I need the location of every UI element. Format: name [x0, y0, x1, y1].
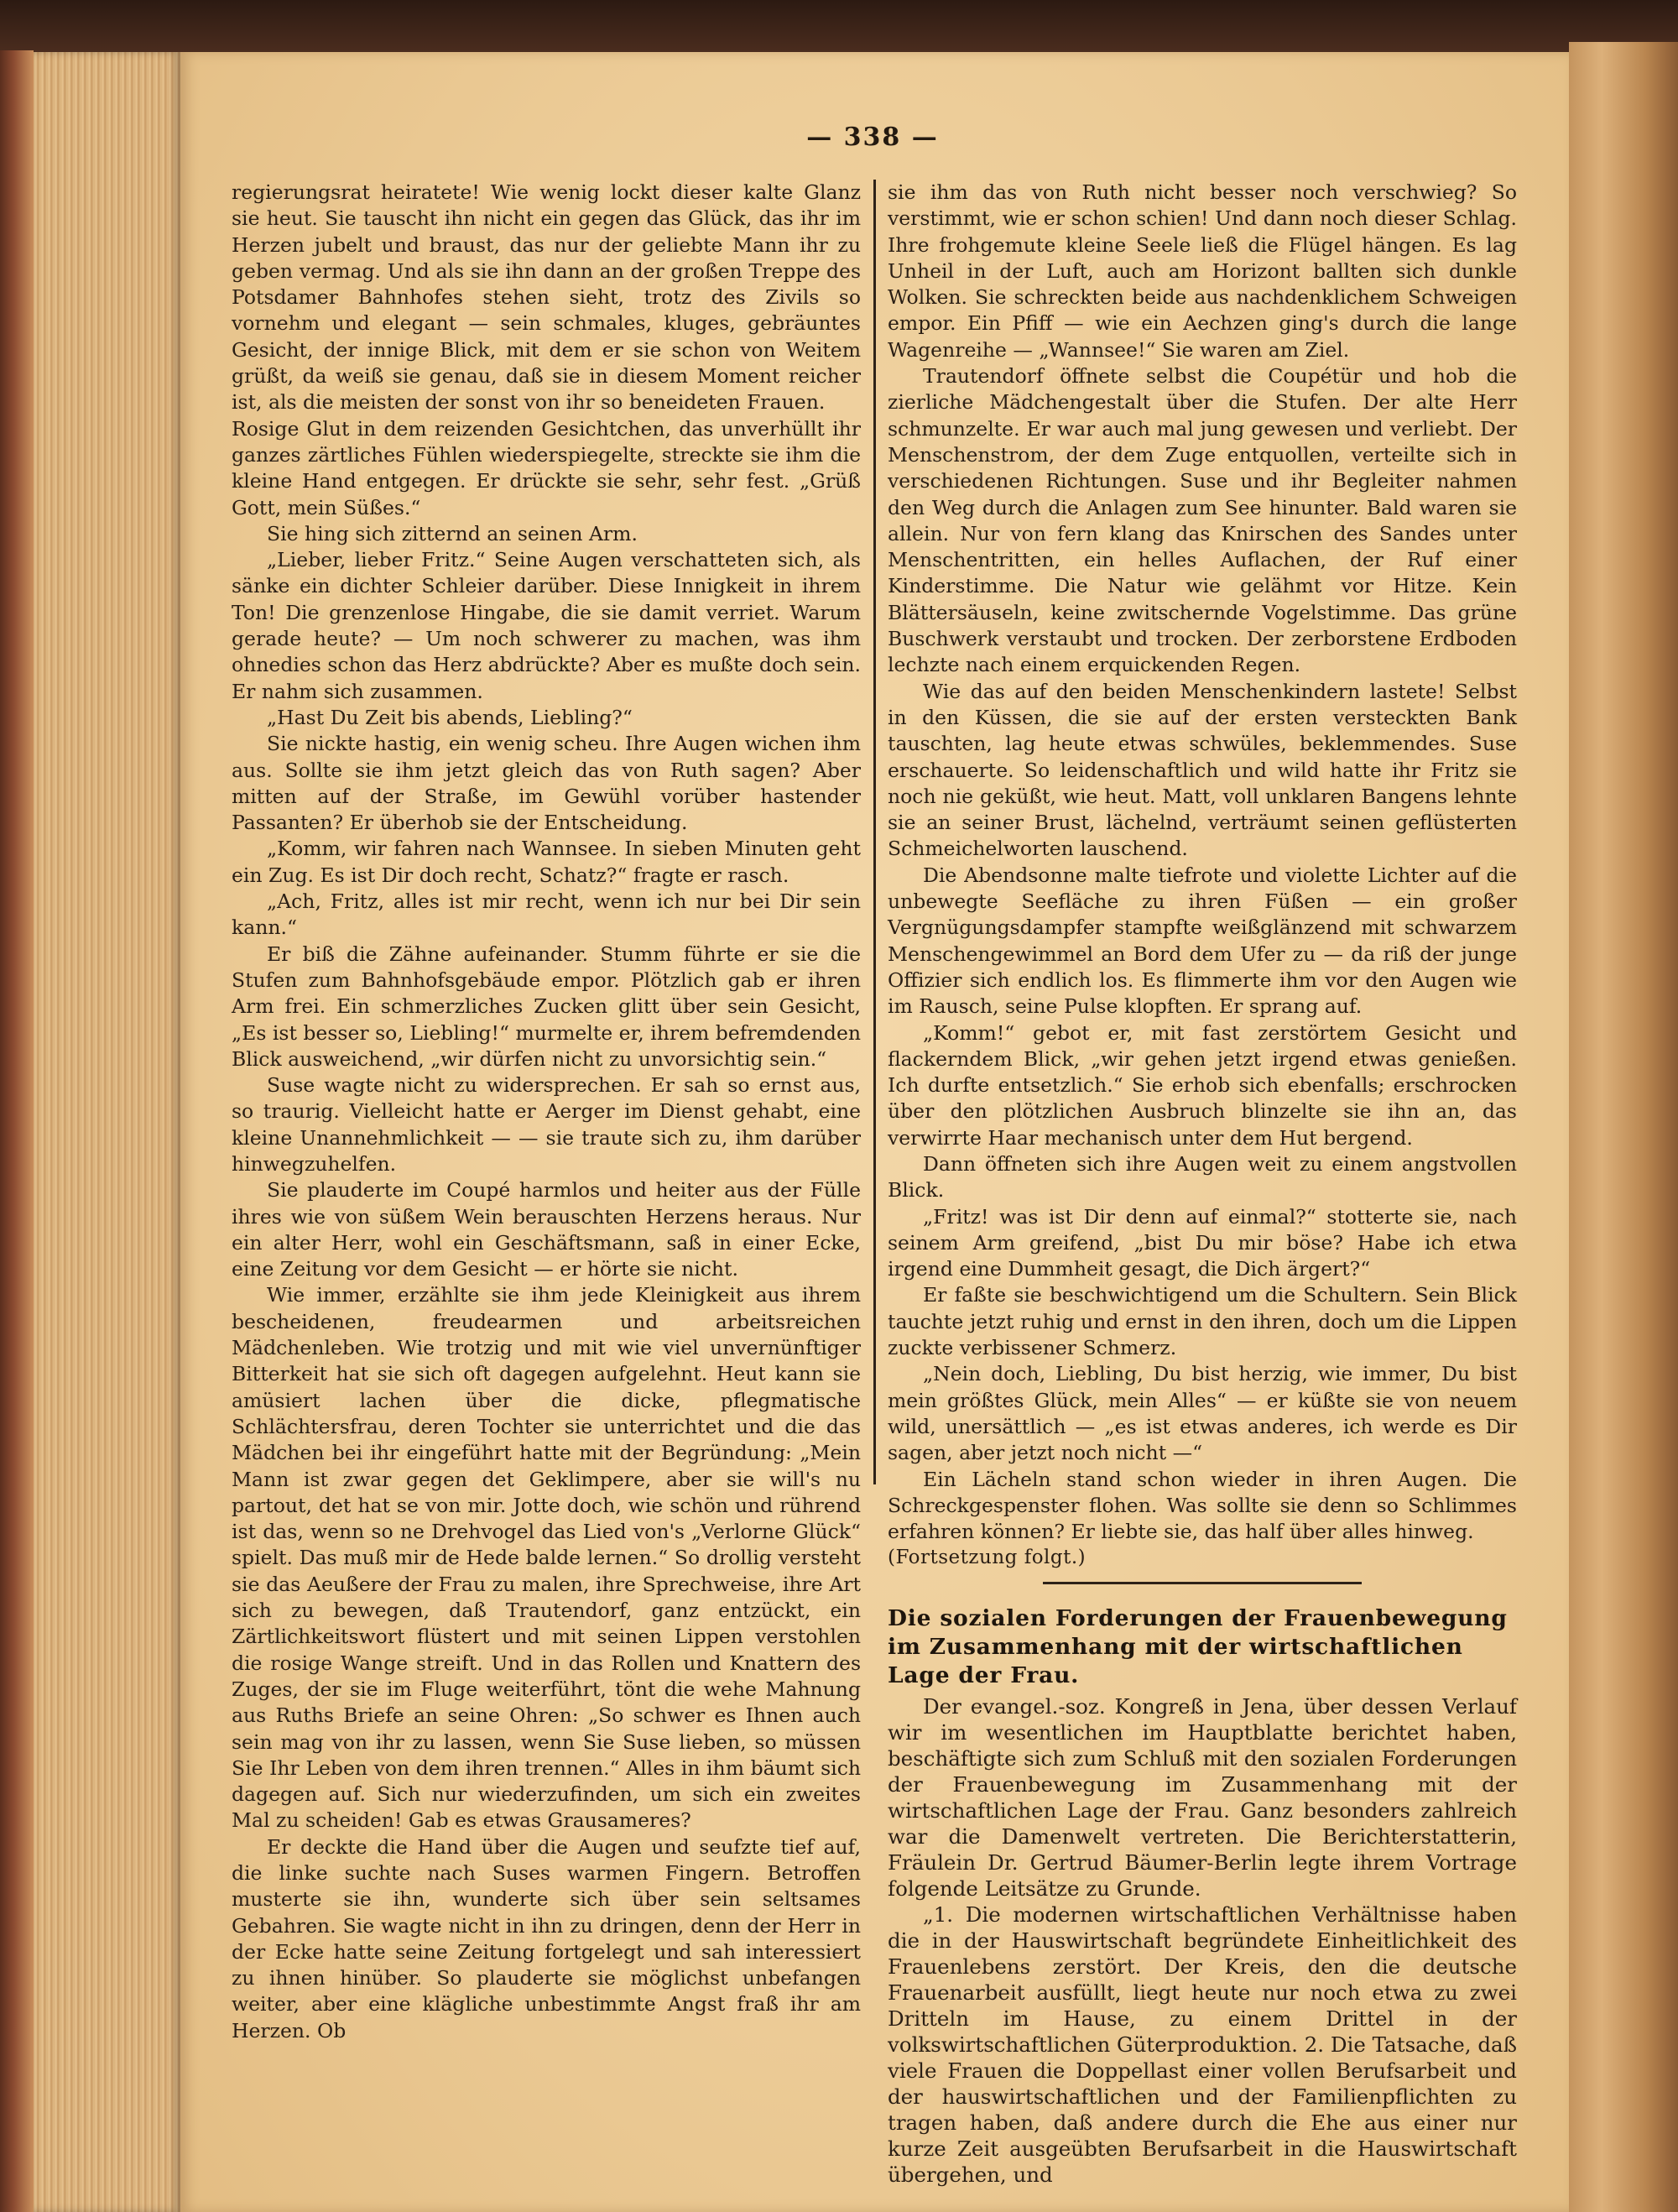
next-page-edge — [1569, 42, 1678, 2212]
paragraph: „Nein doch, Liebling, Du bist herzig, wie immer, Du bist mein größtes Glück, mein Alles“ — er küßte sie von neuem wild, unersättlich — „es ist etwas anderes, ich werde es Dir sagen, aber jetzt noch nicht —“ — [888, 1362, 1517, 1465]
continued-note: (Fortsetzung folgt.) — [888, 1547, 1087, 1569]
story-continuation — [888, 180, 1517, 1545]
left-column — [232, 180, 861, 2044]
paragraph: „Fritz! was ist Dir denn auf einmal?“ stotterte sie, nach seinem Arm greifend, „bist Du mir böse? Habe ich etwa irgend eine Dummheit gesagt, die Dich ärgert?“ — [888, 1204, 1517, 1281]
paragraph: Der evangel.-soz. Kongreß in Jena, über dessen Verlauf wir im wesentlichen im Hauptblatte berichtet haben, beschäftigte sich zum Schluß mit den sozialen Forderungen der Frauenbewegung im Zusammenhang mit der wirtschaftlichen Lage der Frau. Ganz besonders zahlreich war die Damenwelt vertreten. Die Berichterstatterin, Fräulein Dr. Gertrud Bäumer-Berlin legte ihrem Vortrage folgende Leitsätze zu Grunde. — [888, 1693, 1517, 1901]
page-stack-edge — [34, 52, 180, 2212]
article-body — [888, 1693, 1517, 2188]
paragraph: „Ach, Fritz, alles ist mir recht, wenn ich nur bei Dir sein kann.“ — [232, 889, 861, 940]
top-shadow — [0, 0, 1678, 52]
paragraph: Sie plauderte im Coupé harmlos und heiter aus der Fülle ihres wie von süßem Wein berauschten Herzens heraus. Nur ein alter Herr, wohl ein Geschäftsmann, saß in einer Ecke, eine Zeitung vor dem Gesicht — er hörte sie nicht. — [232, 1178, 861, 1281]
paragraph: „Hast Du Zeit bis abends, Liebling?“ — [267, 705, 633, 729]
article-title: Die sozialen Forderungen der Frauenbewegung im Zusammenhang mit der wirtschaftlichen Lage der Frau. — [888, 1604, 1508, 1688]
article — [888, 1604, 1517, 2188]
paragraph: Die Abendsonne malte tiefrote und violette Lichter auf die unbewegte Seefläche zu ihren Füßen — ein großer Vergnügungsdampfer stampfte weißglänzend mit schwarzem Menschengewimmel an Bord dem Ufer zu — da riß der junge Offizier sich endlich los. Es flimmerte ihm vor den Augen wie im Rausch, seine Pulse klopften. Er sprang auf. — [888, 863, 1517, 1019]
paragraph: Er deckte die Hand über die Augen und seufzte tief auf, die linke suchte nach Suses warmen Fingern. Betroffen musterte sie ihn, wunderte sich über sein seltsames Gebahren. Sie wagte nicht in ihn zu dringen, denn der Herr in der Ecke hatte seine Zeitung fortgelegt und sah interessiert zu ihnen hinüber. So plauderte sie möglichst unbefangen weiter, aber eine klägliche unbestimmte Angst fraß ihr am Herzen. Ob — [232, 1834, 861, 2042]
section-rule — [1043, 1582, 1362, 1584]
paragraph: Sie hing sich zitternd an seinen Arm. — [267, 521, 638, 545]
paragraph: „Komm, wir fahren nach Wannsee. In sieben Minuten geht ein Zug. Es ist Dir doch recht, Schatz?“ fragte er rasch. — [232, 837, 861, 887]
right-column — [888, 180, 1517, 2188]
paragraph: Wie das auf den beiden Menschenkindern lastete! Selbst in den Küssen, die sie auf der ersten versteckten Bank tauschten, lag heute etwas schwüles, beklemmendes. Suse erschauerte. So leidenschaftlich und wild hatte ihr Fritz sie noch nie geküßt, wie heut. Matt, voll unklaren Bangens lehnte sie an seiner Brust, lächelnd, verträumt seinen geflüsterten Schmeichelworten lauschend. — [888, 679, 1517, 861]
paragraph: Rosige Glut in dem reizenden Gesichtchen, das unverhüllt ihr ganzes zärtliches Fühlen wiederspiegelte, streckte sie ihm die kleine Hand entgegen. Er drückte sie sehr, sehr fest. „Grüß Gott, mein Süßes.“ — [232, 416, 861, 519]
paragraph: „Komm!“ gebot er, mit fast zerstörtem Gesicht und flackerndem Blick, „wir gehen jetzt irgend etwas genießen. Ich durfte entsetzlich.“ Sie erhob sich ebenfalls; erschrocken über den plötzlichen Ausbruch blinzelte sie ihn an, das verwirrte Haar mechanisch unter dem Hut bergend. — [888, 1020, 1517, 1150]
paragraph: Er faßte sie beschwichtigend um die Schultern. Sein Blick tauchte jetzt ruhig und ernst in den ihren, doch um die Lippen zuckte verbissener Schmerz. — [888, 1283, 1517, 1360]
column-divider — [873, 180, 876, 1484]
paragraph: „1. Die modernen wirtschaftlichen Verhältnisse haben die in der Hauswirtschaft begründete Einheitlichkeit des Frauenlebens zerstört. Der Kreis, den die deutsche Frauenarbeit ausfüllt, liegt heute nur noch etwa zu zwei Dritteln im Hause, zu einem Drittel in der volkswirtschaftlichen Güterproduktion. 2. Die Tatsache, daß viele Frauen die Doppellast einer vollen Berufsarbeit und der hauswirtschaftlichen und der Familienpflichten zu tragen haben, daß andere durch die Ehe aus einer nur kurze Zeit ausgeübten Berufsarbeit in die Hauswirtschaft übergehen, und — [888, 1902, 1517, 2187]
book-spine-edge — [0, 50, 34, 2212]
paragraph: Suse wagte nicht zu widersprechen. Er sah so ernst aus, so traurig. Vielleicht hatte er Aerger im Dienst gehabt, eine kleine Unannehmlichkeit — — sie traute sich zu, ihm darüber hinwegzuhelfen. — [232, 1073, 861, 1176]
paragraph: „Lieber, lieber Fritz.“ Seine Augen verschatteten sich, als sänke ein dichter Schleier darüber. Diese Innigkeit in ihrem Ton! Die grenzenlose Hingabe, die sie damit verriet. Warum gerade heute? — Um noch schwerer zu machen, was ihm ohnedies schon das Herz abdrückte? Aber es mußte doch sein. Er nahm sich zusammen. — [232, 548, 861, 703]
paragraph: Trautendorf öffnete selbst die Coupétür und hob die zierliche Mädchengestalt über die Stufen. Der alte Herr schmunzelte. Er war auch mal jung gewesen und verliebt. Der Menschenstrom, der dem Zuge entquollen, verteilte sich in verschiedenen Richtungen. Suse und ihr Begleiter nahmen den Weg durch die Anlagen zum See hinunter. Bald waren sie allein. Nur von fern klang das Knirschen des Sandes unter Menschentritten, ein helles Auflachen, der Ruf einer Kinderstimme. Die Natur wie gelähmt vor Hitze. Kein Blättersäuseln, keine zwitschernde Vogelstimme. Das grüne Buschwerk verstaubt und trocken. Der zerborstene Erdboden lechzte nach einem erquickenden Regen. — [888, 364, 1517, 677]
page-number: — 338 — — [806, 123, 939, 152]
paragraph: Sie nickte hastig, ein wenig scheu. Ihre Augen wichen ihm aus. Sollte sie ihm jetzt gleich das von Ruth sagen? Aber mitten auf der Straße, im Gewühl vorüber hastender Passanten? Er überhob sie der Entscheidung. — [232, 732, 861, 835]
paragraph: regierungsrat heiratete! Wie wenig lockt dieser kalte Glanz sie heut. Sie tauscht ihn nicht ein gegen das Glück, das ihr im Herzen jubelt und braust, das nur der geliebte Mann ihr zu geben vermag. Und als sie ihn dann an der großen Treppe des Potsdamer Bahnhofes stehen sieht, trotz des Zivils so vornehm und elegant — sein schmales, kluges, gebräuntes Gesicht, der innige Blick, mit dem er sie schon von Weitem grüßt, da weiß sie genau, daß sie in diesem Moment reicher ist, als die meisten der sonst von ihr so beneideten Frauen. — [232, 180, 861, 415]
paragraph: Ein Lächeln stand schon wieder in ihren Augen. Die Schreckgespenster flohen. Was sollte sie denn so Schlimmes erfahren können? Er liebte sie, das half über alles hinweg. — [888, 1467, 1517, 1544]
paragraph: Wie immer, erzählte sie ihm jede Kleinigkeit aus ihrem bescheidenen, freudearmen und arbeitsreichen Mädchenleben. Wie trotzig und mit wie viel unvernünftiger Bitterkeit hat sie sich oft dagegen aufgelehnt. Heut kann sie amüsiert lachen über die dicke, pflegmatische Schlächtersfrau, deren Tochter sie unterrichtet und die das Mädchen bei ihr eingeführt hatte mit der Begründung: „Mein Mann ist zwar gegen det Geklimpere, aber sie will's nu partout, det hat se von mir. Jotte doch, wie schön und rührend ist das, wenn so ne Drehvogel das Lied von's „Verlorne Glück“ spielt. Das muß mir de Hede balde lernen.“ So drollig versteht sie das Aeußere der Frau zu malen, ihre Sprechweise, ihre Art sich zu bewegen, daß Trautendorf, ganz entzückt, ein Zärtlichkeitswort flüstert und mit seinen Lippen verstohlen die rosige Wange streift. Und in das Rollen und Knattern des Zuges, der sie im Fluge weiterführt, tönt die wehe Mahnung aus Ruths Briefe an seine Ohren: „So schwer es Ihnen auch sein mag von ihr zu lassen, wenn Sie Suse lieben, so müssen Sie Ihr Leben von dem ihren trennen.“ Alles in ihm bäumt sich dagegen auf. Sich nur wiederzufinden, um sich ein zweites Mal zu scheiden! Gab es etwas Grausameres? — [232, 1283, 861, 1833]
paragraph: Er biß die Zähne aufeinander. Stumm führte er sie die Stufen zum Bahnhofsgebäude empor. Plötzlich gab er ihren Arm frei. Ein schmerzliches Zucken glitt über sein Gesicht, „Es ist besser so, Liebling!“ murmelte er, ihrem befremdenden Blick ausweichend, „wir dürfen nicht zu unvorsichtig sein.“ — [232, 942, 861, 1071]
paragraph: sie ihm das von Ruth nicht besser noch verschwieg? So verstimmt, wie er schon schien! Und dann noch dieser Schlag. Ihre frohgemute kleine Seele ließ die Flügel hängen. Es lag Unheil in der Luft, auch am Horizont ballten sich dunkle Wolken. Sie schreckten beide aus nachdenklichem Schweigen empor. Ein Pfiff — wie ein Aechzen ging's durch die lange Wagenreihe — „Wannsee!“ Sie waren am Ziel. — [888, 180, 1517, 362]
paragraph: Dann öffneten sich ihre Augen weit zu einem angstvollen Blick. — [888, 1151, 1517, 1203]
